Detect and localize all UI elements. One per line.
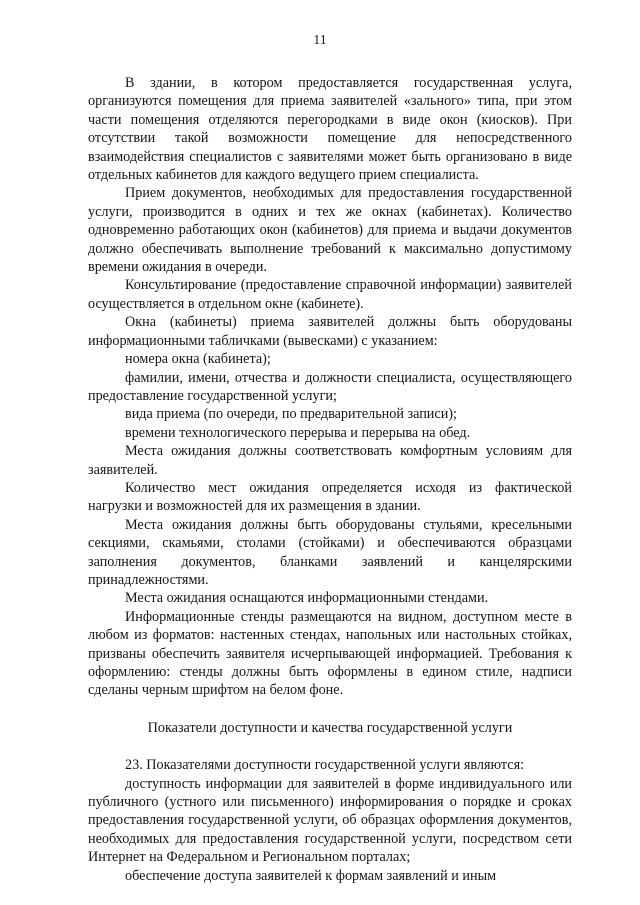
list-item-specialist-name: фамилии, имени, отчества и должности специалиста, осуществляющего предоставление государственной услуги; <box>88 369 572 404</box>
paragraph-document-reception: Прием документов, необходимых для предоставления государственной услуги, производится в одних и тех же окнах (кабинетах). Количество одновременно работающих окон (кабинетов) для приема и выдачи документов должно обеспечивать выполнение требований к максимально допустимому времени ожидания в очереди. <box>88 185 572 276</box>
paragraph-waiting-comfort: Места ожидания должны соответствовать комфортным условиям для заявителей. <box>88 443 572 478</box>
paragraph-consulting: Консультирование (предоставление справочной информации) заявителей осуществляется в отдельном окне (кабинете). <box>88 277 572 312</box>
page-number: 11 <box>313 33 327 48</box>
section-heading: Показатели доступности и качества государственной услуги <box>147 719 513 736</box>
paragraph-window-signs: Окна (кабинеты) приема заявителей должны быть оборудованы информационными табличками (вывесками) с указанием: <box>88 314 572 349</box>
paragraph-info-stands: Места ожидания оснащаются информационными стендами. <box>125 590 489 607</box>
paragraph-form-access: обеспечение доступа заявителей к формам заявлений и иным <box>125 867 497 884</box>
paragraph-accessibility-indicators: 23. Показателями доступности государственной услуги являются: <box>125 757 525 774</box>
list-item-break-time: времени технологического перерыва и перерыва на обед. <box>125 424 471 441</box>
list-item-reception-type: вида приема (по очереди, по предварительной записи); <box>125 406 457 423</box>
document-body <box>88 74 572 885</box>
paragraph-waiting-furniture: Места ожидания должны быть оборудованы стульями, кресельными секциями, скамьями, столами (стойками) и обеспечиваются образцами заполнения документов, бланками заявлений и канцелярскими принадлежностями. <box>88 516 572 588</box>
list-item-window-number: номера окна (кабинета); <box>125 351 271 368</box>
paragraph-information-availability: доступность информации для заявителей в форме индивидуального или публичного (устного или письменного) информирования о порядке и сроках предоставления государственной услуги, об образцах оформления документов, необходимых для предоставления государственной услуги, посредством сети Интернет на Федеральном и Региональном порталах; <box>88 775 572 866</box>
paragraph-stand-requirements: Информационные стенды размещаются на видном, доступном месте в любом из форматов: настенных стендах, напольных или настольных стойках, призваны обеспечить заявителя исчерпывающей информацией. Требования к оформлению: стенды должны быть оформлены в едином стиле, надписи сделаны черным шрифтом на белом фоне. <box>88 608 572 699</box>
paragraph-waiting-count: Количество мест ожидания определяется исходя из фактической нагрузки и возможностей для их размещения в здании. <box>88 479 572 515</box>
paragraph-premises: В здании, в котором предоставляется государственная услуга, организуются помещения для приема заявителей «зального» типа, при этом части помещения отделяются перегородками в виде окон (киосков). При отсутствии такой возможности помещение для непосредственного взаимодействия специалистов с заявителями может быть организовано в виде отдельных кабинетов для каждого ведущего прием специалиста. <box>88 75 572 184</box>
